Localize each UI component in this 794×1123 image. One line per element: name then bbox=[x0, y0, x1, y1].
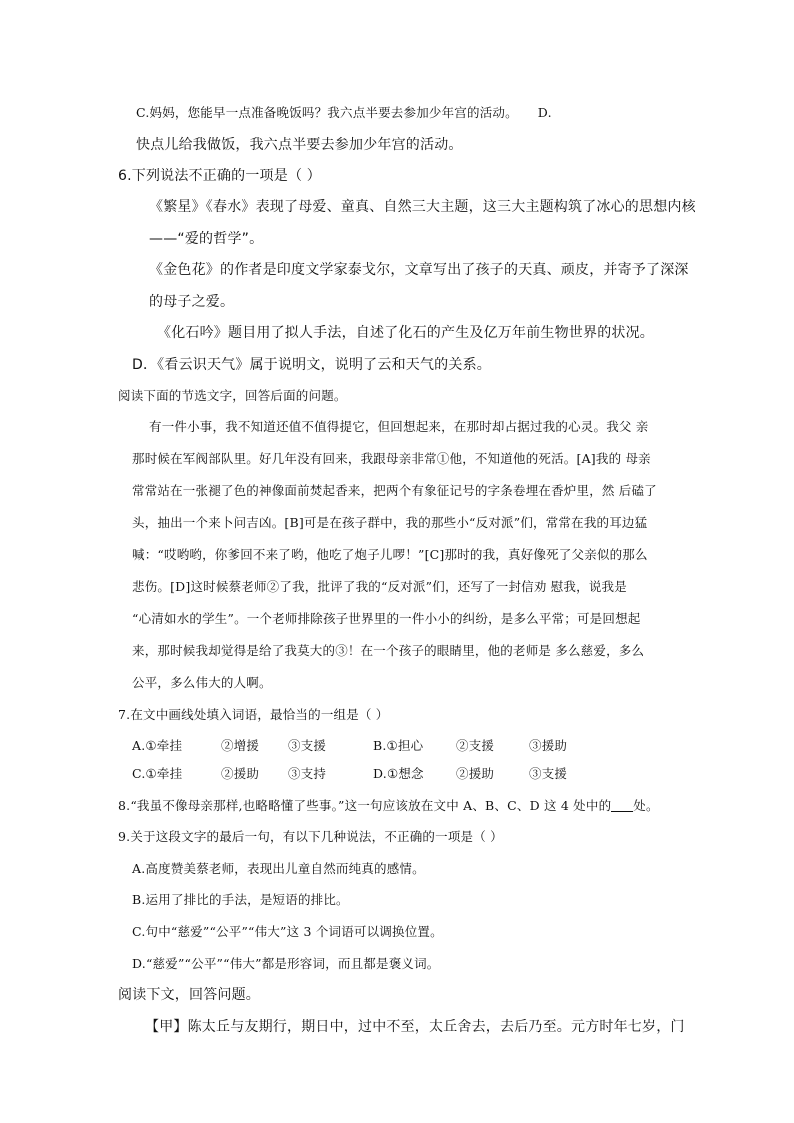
q7-option: ②援助 bbox=[456, 766, 495, 781]
q7-stem: 7.在文中画线处填入词语，最恰当的一组是（ ） bbox=[118, 707, 389, 722]
q6-option-d: D．《看云识天气》属于说明文，说明了云和天气的关系。 bbox=[132, 357, 491, 373]
q7-option: D.①想念 bbox=[373, 766, 424, 781]
reading1-line-9: 公平，多么伟大的人啊。 bbox=[132, 675, 272, 690]
q6-option-b-line1: 《金色花》的作者是印度文学家泰戈尔，文章写出了孩子的天真、顽皮，并寄予了深深 bbox=[149, 262, 689, 278]
q9-option-a: A.高度赞美蔡老师，表现出儿童自然而纯真的感情。 bbox=[132, 861, 425, 876]
q7-option: ③援助 bbox=[529, 738, 568, 753]
q6-option-c: 《化石吟》题目用了拟人手法，自述了化石的产生及亿万年前生物世界的状况。 bbox=[157, 325, 654, 341]
reading1-intro: 阅读下面的节选文字，回答后面的问题。 bbox=[118, 388, 347, 403]
reading2-intro: 阅读下文，回答问题。 bbox=[118, 987, 260, 1003]
q7-option: ③支援 bbox=[288, 738, 327, 753]
q9-option-c: C.句中“慈爱”“公平”“伟大”这 3 个词语可以调换位置。 bbox=[132, 924, 443, 939]
reading2-line-1: 【甲】陈太丘与友期行，期日中，过中不至，太丘舍去，去后乃至。元方时年七岁，门 bbox=[145, 1019, 685, 1035]
q7-option: ②支援 bbox=[456, 738, 495, 753]
reading1-line-6: 悲伤。[D]这时候蔡老师②了我，批评了我的“反对派”们，还写了一封信劝 慰我，说我是 bbox=[132, 579, 627, 594]
q7-option: C.①牵挂 bbox=[132, 766, 183, 781]
q7-option: ③支援 bbox=[529, 766, 568, 781]
q7-option: ②增援 bbox=[221, 738, 260, 753]
q5-option-c: C.妈妈，您能早一点准备晚饭吗？我六点半要去参加少年宫的活动。 bbox=[136, 105, 518, 120]
q6-option-a-line1: 《繁星》《春水》表现了母爱、童真、自然三大主题，这三大主题构筑了冰心的思想内核 bbox=[149, 199, 696, 215]
q8-text-after: 处。 bbox=[633, 798, 659, 813]
reading1-line-5: 喊：“哎哟哟，你爹回不来了哟，他吃了炮子儿啰！”[C]那时的我，真好像死了父亲似的那么 bbox=[132, 547, 648, 562]
reading1-line-1: 有一件小事，我不知道还值不值得提它，但回想起来，在那时却占据过我的心灵。我父 亲 bbox=[149, 419, 649, 434]
q6-option-a-line2: ——“爱的哲学”。 bbox=[149, 231, 264, 247]
q6-option-b-line2: 的母子之爱。 bbox=[149, 294, 235, 310]
q8-text-before: 8.“我虽不像母亲那样,也略略懂了些事。”这一句应该放在文中 A、B、C、D 这 4 处中的 bbox=[118, 798, 612, 813]
reading1-line-3: 常常站在一张褪了色的神像面前焚起香来，把两个有象征记号的字条卷埋在香炉里，然 后磕了 bbox=[132, 483, 657, 498]
reading1-line-4: 头，抽出一个来卜问吉凶。[B]可是在孩子群中，我的那些小“反对派”们，常常在我的耳边猛 bbox=[132, 515, 648, 530]
reading1-line-2: 那时候在军阀部队里。好几年没有回来，我跟母亲非常①他，不知道他的死活。[A]我的 母亲 bbox=[132, 451, 651, 466]
q5-option-c-line bbox=[136, 104, 552, 122]
q5-option-d: 快点儿给我做饭，我六点半要去参加少年宫的活动。 bbox=[136, 137, 463, 153]
q9-option-b: B.运用了排比的手法，是短语的排比。 bbox=[132, 892, 349, 907]
q7-option: ③支持 bbox=[288, 766, 327, 781]
q7-option: ②援助 bbox=[221, 766, 260, 781]
reading1-line-7: “心清如水的学生”。一个老师排除孩子世界里的一件小小的纠纷，是多么平常；可是回想起 bbox=[132, 611, 641, 626]
reading1-line-8: 来，那时候我却觉得是给了我莫大的③！在一个孩子的眼睛里，他的老师是 多么慈爱，多么 bbox=[132, 643, 645, 658]
q6-stem: 6.下列说法不正确的一项是（ ） bbox=[118, 168, 322, 184]
q7-option: B.①担心 bbox=[373, 738, 424, 753]
q8-line bbox=[118, 797, 659, 815]
q9-option-d: D.“慈爱”“公平”“伟大”都是形容词，而且都是褒义词。 bbox=[132, 956, 440, 971]
q8-answer-blank[interactable] bbox=[611, 797, 633, 812]
q5-option-d-label: D. bbox=[537, 105, 552, 120]
q9-stem: 9.关于这段文字的最后一句，有以下几种说法，不正确的一项是（ ） bbox=[118, 829, 503, 844]
q7-option: A.①牵挂 bbox=[132, 738, 183, 753]
